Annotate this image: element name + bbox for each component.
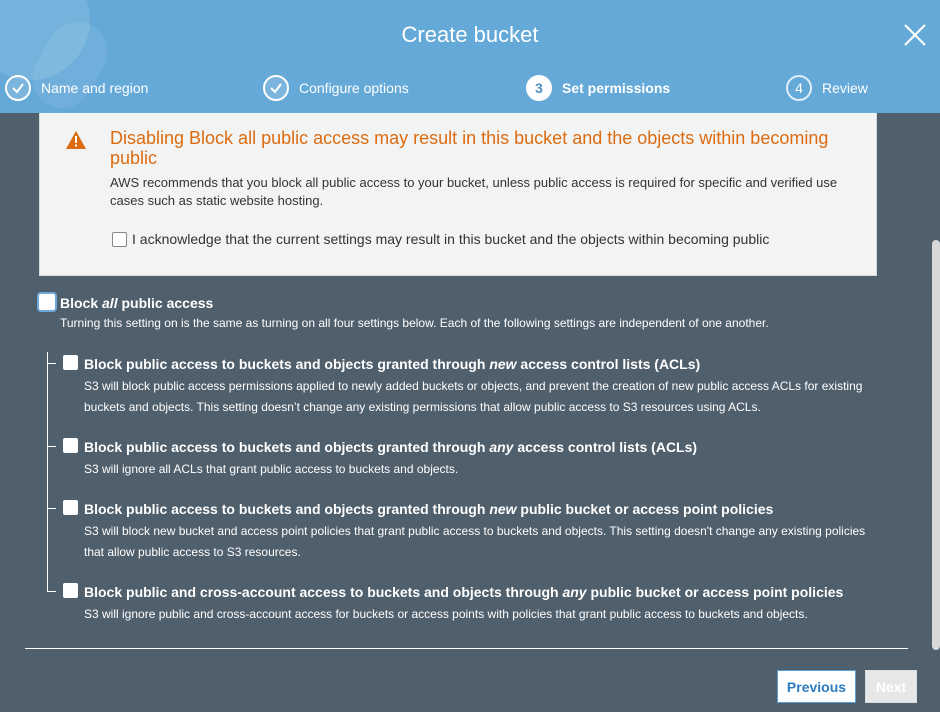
next-button[interactable]: Next [865, 670, 917, 703]
step-name-and-region[interactable] [5, 74, 148, 102]
step-number: 3 [526, 75, 552, 101]
step-set-permissions[interactable] [526, 74, 670, 102]
tree-branch [47, 591, 56, 592]
warning-icon [66, 131, 86, 149]
option-label: Block public access to buckets and objects granted through new public bucket or access point policies [84, 501, 774, 517]
warning-title: Disabling Block all public access may result in this bucket and the objects within becoming public [110, 128, 829, 168]
acknowledge-row[interactable] [112, 231, 769, 247]
step-label: Review [822, 80, 868, 96]
warning-body: AWS recommends that you block all public access to your bucket, unless public access is required for specific and verified use cases such as static website hosting. [110, 175, 838, 208]
option-checkbox[interactable] [63, 438, 78, 453]
block-all-checkbox[interactable] [39, 294, 55, 310]
tree-branch [47, 363, 56, 364]
tree-connector [47, 352, 48, 591]
step-label: Configure options [299, 80, 409, 96]
check-icon [263, 75, 289, 101]
previous-button[interactable]: Previous [777, 670, 856, 703]
option-description: S3 will block public access permissions applied to newly added buckets or objects, and prevent the creation of new public access ACLs for existing buckets and objects. This setting doesn’t change any existing permissions that allow public access to S3 resources using ACLs. [84, 379, 863, 414]
step-review[interactable] [786, 74, 868, 102]
acknowledge-checkbox[interactable] [112, 232, 127, 247]
tree-branch [47, 508, 56, 509]
step-number: 4 [786, 75, 812, 101]
wizard-steps [0, 74, 940, 104]
step-configure-options[interactable] [263, 74, 409, 102]
block-all-description: Turning this setting on is the same as turning on all four settings below. Each of the following settings are independent of one another. [60, 316, 769, 330]
scrollbar[interactable] [932, 240, 940, 650]
step-label: Name and region [41, 80, 149, 96]
option-description: S3 will block new bucket and access point policies that grant public access to buckets and objects. This setting doesn't change any existing policies that allow public access to S3 resources. [84, 524, 866, 559]
option-checkbox[interactable] [63, 500, 78, 515]
public-access-warning [39, 113, 877, 276]
option-description: S3 will ignore public and cross-account access for buckets or access points with policies that grant public access to buckets and objects. [84, 607, 808, 621]
acknowledge-label: I acknowledge that the current settings may result in this bucket and the objects within becoming public [132, 231, 770, 247]
step-label: Set permissions [562, 80, 671, 96]
tree-branch [47, 446, 56, 447]
footer-divider [25, 648, 908, 649]
option-checkbox[interactable] [63, 355, 78, 370]
option-label: Block public access to buckets and objects granted through any access control lists (ACLs) [84, 439, 698, 455]
block-all-label: Block all public access [60, 295, 214, 311]
modal-header [0, 0, 940, 113]
option-description: S3 will ignore all ACLs that grant public access to buckets and objects. [84, 462, 459, 476]
option-checkbox[interactable] [63, 583, 78, 598]
modal-title: Create bucket [401, 22, 539, 47]
option-label: Block public access to buckets and objects granted through new access control lists (ACLs) [84, 356, 701, 372]
check-icon [5, 75, 31, 101]
close-icon[interactable] [902, 22, 928, 48]
option-label: Block public and cross-account access to buckets and objects through any public bucket or access point policies [84, 584, 844, 600]
